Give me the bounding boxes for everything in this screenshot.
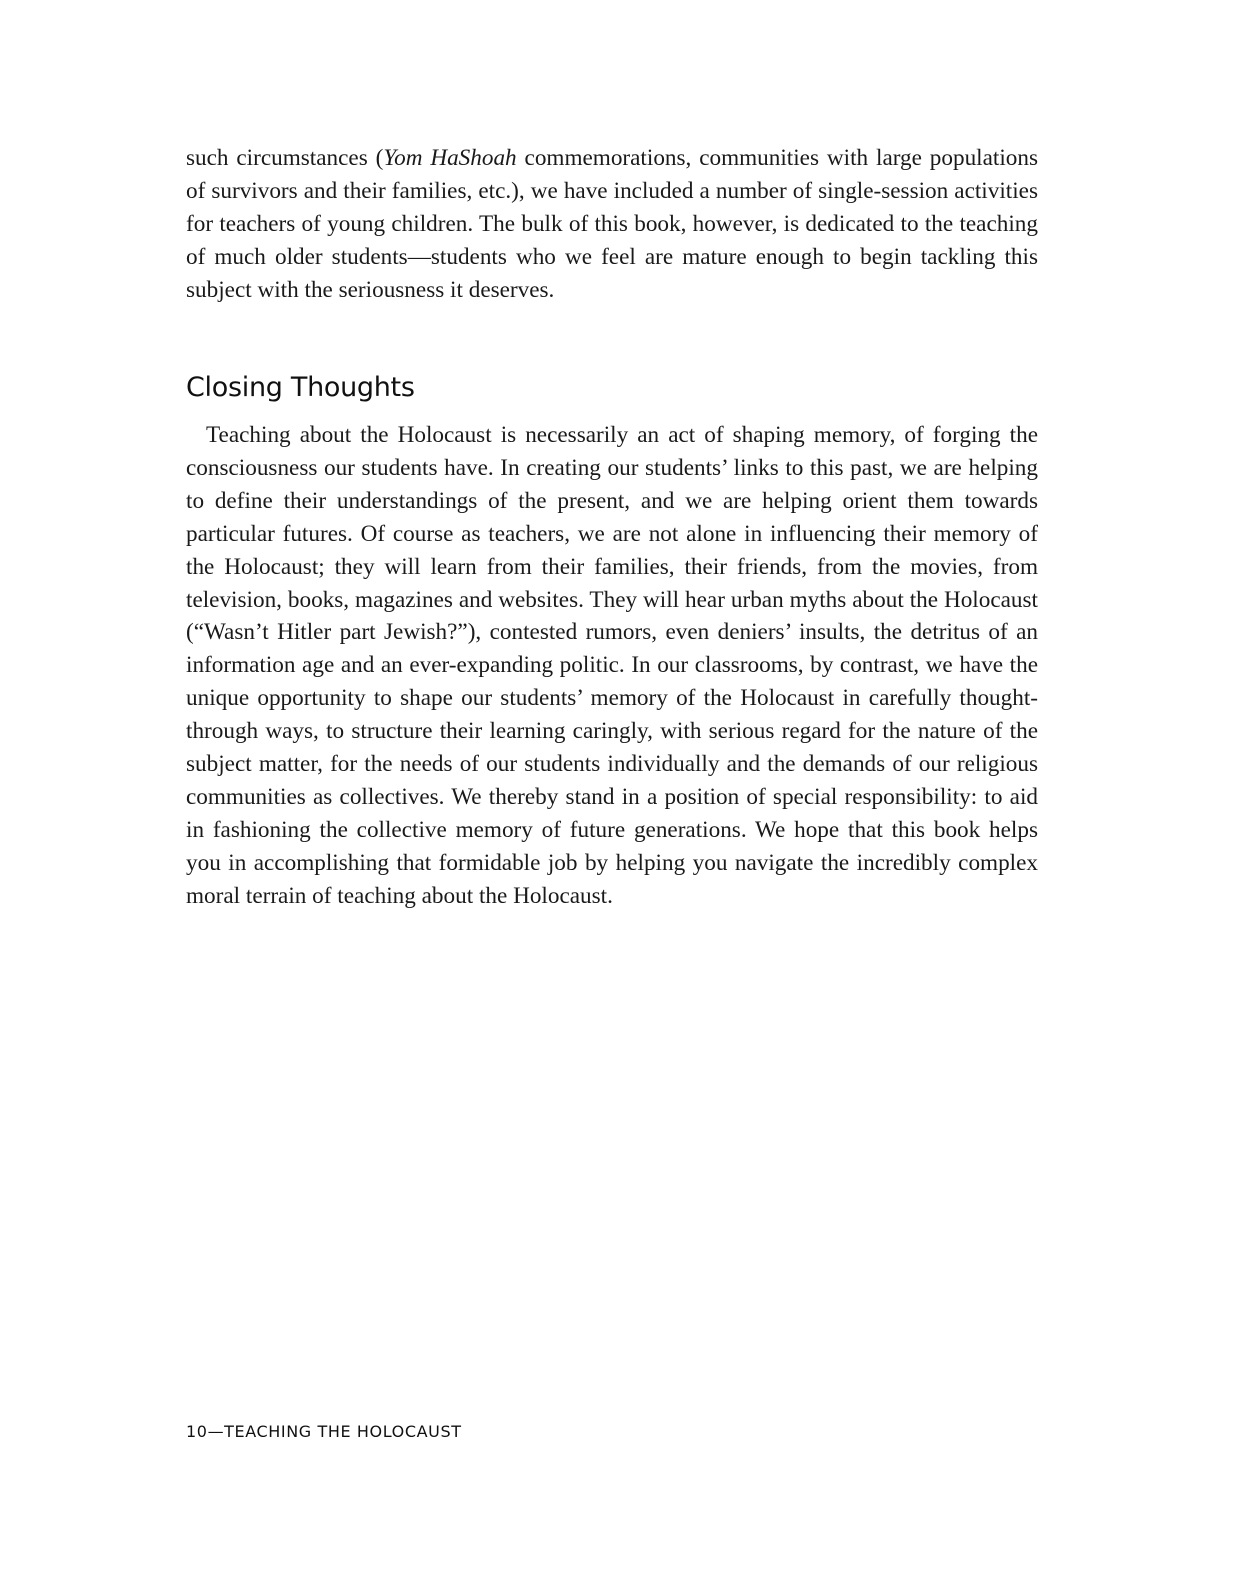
intro-paragraph [186, 142, 1038, 307]
page-footer [186, 1422, 462, 1441]
intro-text-start: such circumstances ( [186, 145, 384, 171]
intro-italic-term: Yom HaShoah [383, 145, 517, 171]
footer-separator: — [207, 1422, 225, 1441]
page-number: 10 [186, 1422, 208, 1441]
closing-paragraph: Teaching about the Holocaust is necessarily an act of shaping memory, of forging the consciousness our students have. In creating our students’ links to this past, we are helping to define their understandings of the present, and we are helping orient them towards particular futures. Of course as teachers, we are not alone in influencing their memory of the Holocaust; they will learn from their families, their friends, from the movies, from television, books, magazines and websites. They will hear urban myths about the Holocaust (“Wasn’t Hitler part Jewish?”), contested rumors, even deniers’ insults, the detritus of an information age and an ever-expanding politic. In our classrooms, by contrast, we have the unique opportunity to shape our students’ memory of the Holocaust in carefully thought-through ways, to structure their learning caringly, with serious regard for the nature of the subject matter, for the needs of our students individually and the demands of our religious communities as collectives. We thereby stand in a position of special responsibility: to aid in fashioning the collective memory of future generations. We hope that this book helps you in accomplishing that formidable job by helping you navigate the incredibly complex moral terrain of teaching about the Holocaust. [186, 422, 1038, 909]
section-heading: Closing Thoughts [186, 372, 415, 403]
running-title: TEACHING THE HOLOCAUST [224, 1422, 462, 1441]
intro-text-rest: commemorations, communities with large populations of survivors and their families, etc.), we have included a number of single-session activities for teachers of young children. The bulk of this book, however, is dedicated to the teaching of much older students—students who we feel are mature enough to begin tackling this subject with the seriousness it deserves. [186, 145, 1039, 303]
